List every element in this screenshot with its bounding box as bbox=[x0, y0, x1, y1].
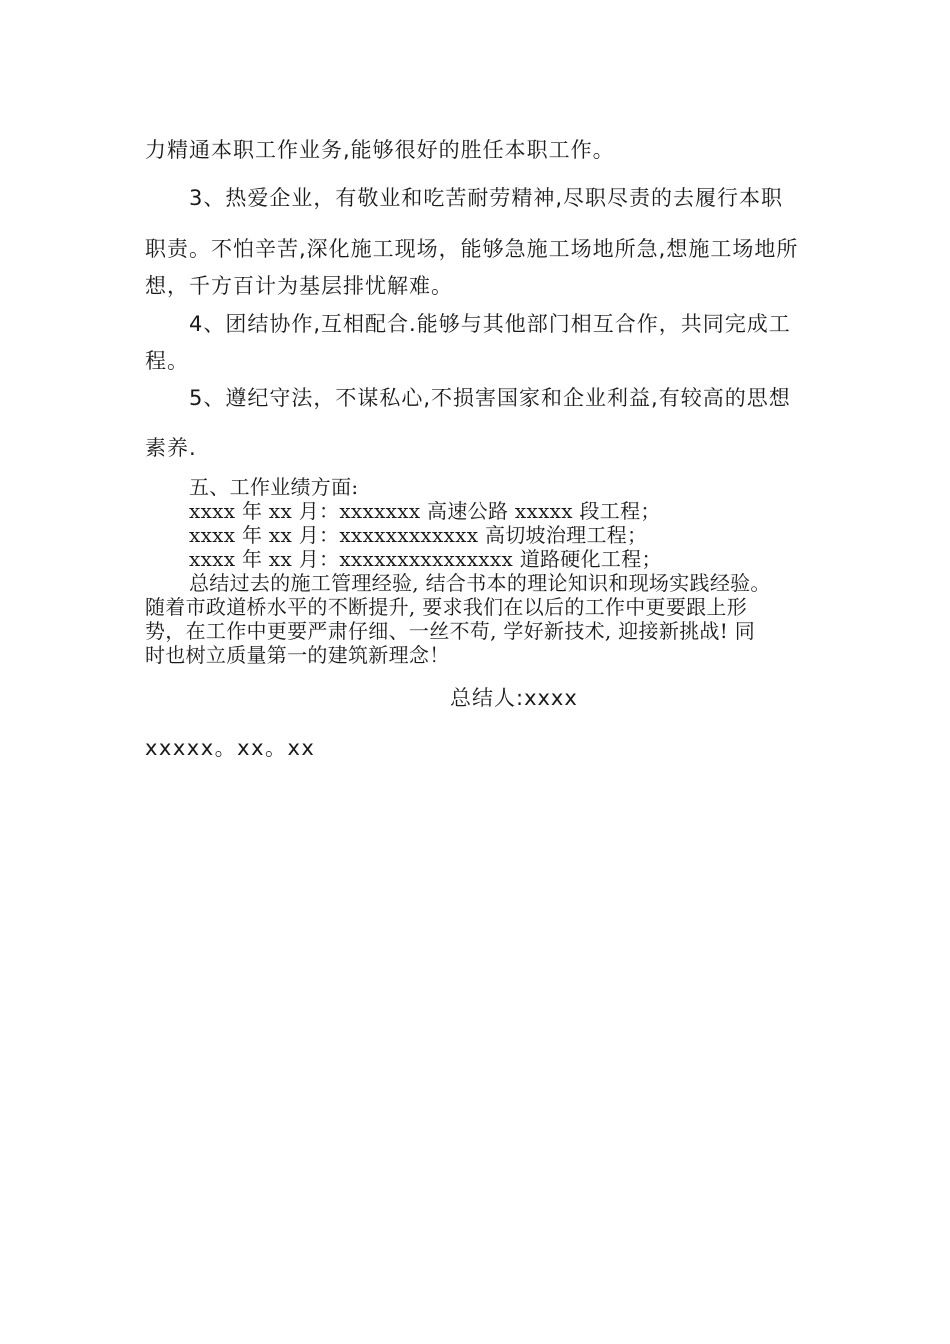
achievement-item: xxxx 年 xx 月：xxxxxxxxxxxxxxx 道路硬化工程； bbox=[189, 547, 662, 571]
text-line: 想，千方百计为基层排忧解难。 bbox=[145, 274, 453, 298]
text-line: 随着市政道桥水平的不断提升, 要求我们在以后的工作中更要跟上形 bbox=[145, 595, 748, 619]
achievement-item: xxxx 年 xx 月：xxxxxxx 高速公路 xxxxx 段工程； bbox=[189, 499, 661, 523]
text-line: 总结过去的施工管理经验, 结合书本的理论知识和现场实践经验。 bbox=[189, 571, 771, 595]
text-line: 3、热爱企业，有敬业和吃苦耐劳精神,尽职尽责的去履行本职 bbox=[189, 186, 784, 210]
text-line: 素养. bbox=[145, 436, 197, 460]
date: xxxxx。xx。xx bbox=[145, 736, 316, 760]
text-line: 力精通本职工作业务,能够很好的胜任本职工作。 bbox=[145, 138, 615, 162]
text-line: 时也树立质量第一的建筑新理念！ bbox=[145, 643, 450, 667]
text-line: 5、遵纪守法，不谋私心,不损害国家和企业利益,有较高的思想 bbox=[189, 386, 791, 410]
text-line: 程。 bbox=[145, 349, 189, 373]
text-line: 势，在工作中更要严肃仔细、一丝不苟, 学好新技术, 迎接新挑战! 同 bbox=[145, 619, 756, 643]
text-line: 4、团结协作,互相配合.能够与其他部门相互合作，共同完成工 bbox=[189, 312, 791, 336]
signature: 总结人:xxxx bbox=[450, 686, 578, 710]
section-heading: 五、工作业绩方面: bbox=[189, 475, 359, 499]
achievement-item: xxxx 年 xx 月：xxxxxxxxxxxx 高切坡治理工程； bbox=[189, 523, 648, 547]
text-line: 职责。不怕辛苦,深化施工现场，能够急施工场地所急,想施工场地所 bbox=[145, 237, 799, 261]
